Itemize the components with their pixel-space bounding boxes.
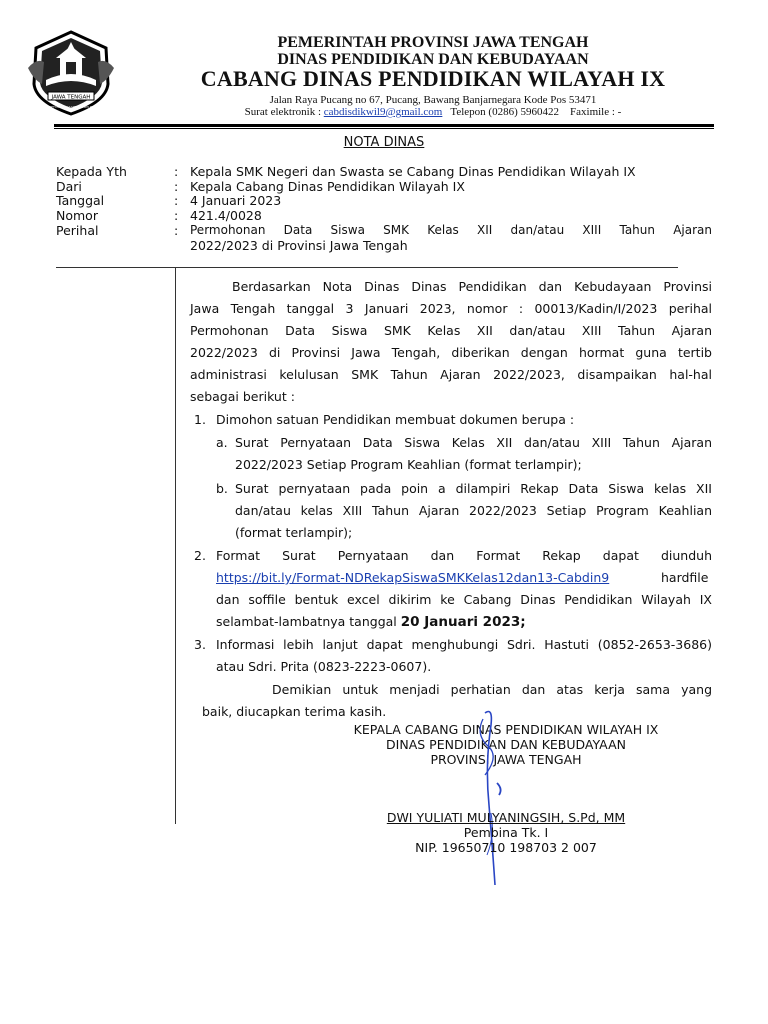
download-link[interactable]: https://bit.ly/Format-NDRekapSiswaSMKKelas12dan13-Cabdin9 <box>216 570 610 585</box>
intro-line: sebagai berikut : <box>190 389 295 404</box>
sublist-text: 2022/2023 Setiap Program Keahlian (format terlampir); <box>235 457 582 472</box>
intro-line: Permohonan Data Siswa SMK Kelas XII dan/atau XIII Tahun Ajaran <box>190 323 712 338</box>
phone-fax: Telepon (0286) 5960422 Faximile : - <box>442 106 622 118</box>
sublist-letter: b. <box>216 481 228 496</box>
list-item-text: Format Surat Pernyataan dan Format Rekap dapat diunduh <box>216 548 712 563</box>
list-item-text: hardfile <box>661 570 709 585</box>
field-value: 421.4/0028 <box>190 208 262 223</box>
field-value: Kepala SMK Negeri dan Swasta se Cabang Dinas Pendidikan Wilayah IX <box>190 164 636 179</box>
sublist-text: dan/atau kelas XIII Tahun Ajaran 2022/2023 Setiap Program Keahlian <box>235 503 712 518</box>
jawa-tengah-crest-icon <box>26 28 116 118</box>
sublist-text: (format terlampir); <box>235 525 353 540</box>
margin-line <box>175 267 176 824</box>
field-colon: : <box>174 193 179 208</box>
email-link[interactable]: cabdisdikwil9@gmail.com <box>323 106 443 118</box>
list-item-text: Informasi lebih lanjut dapat menghubungi Sdri. Hastuti (0852-2653-3686) <box>216 637 712 652</box>
email-label: Surat elektronik : <box>244 106 324 118</box>
letterhead-rule-thin <box>54 128 714 129</box>
field-colon: : <box>174 208 179 223</box>
field-value: Kepala Cabang Dinas Pendidikan Wilayah IX <box>190 179 465 194</box>
letterhead-line2: DINAS PENDIDIKAN DAN KEBUDAYAAN <box>277 51 589 68</box>
intro-line: 2022/2023 di Provinsi Jawa Tengah, diberikan dengan hormat guna tertib <box>190 345 712 360</box>
header-separator <box>56 267 678 268</box>
letterhead-line1: PEMERINTAH PROVINSI JAWA TENGAH <box>277 34 589 51</box>
sublist-text: Surat pernyataan pada poin a dilampiri Rekap Data Siswa kelas XII <box>235 481 712 496</box>
field-value: Permohonan Data Siswa SMK Kelas XII dan/atau XIII Tahun Ajaran <box>190 223 712 237</box>
field-label: Tanggal <box>56 193 105 208</box>
closing-line: baik, diucapkan terima kasih. <box>202 704 387 719</box>
deadline-prefix: selambat-lambatnya tanggal <box>216 614 401 629</box>
document-title: NOTA DINAS <box>343 135 425 150</box>
list-number: 3. <box>194 637 206 652</box>
deadline-line <box>216 611 712 633</box>
field-value-cont: 2022/2023 di Provinsi Jawa Tengah <box>190 238 408 253</box>
letterhead-title: CABANG DINAS PENDIDIKAN WILAYAH IX <box>200 66 666 91</box>
list-number: 1. <box>194 412 206 427</box>
field-colon: : <box>174 223 179 238</box>
list-item-text: atau Sdri. Prita (0823-2223-0607). <box>216 659 432 674</box>
logo-motto: PRASETYA ULAH SAKTI BHAKTI PRAJA <box>43 105 99 109</box>
field-label: Nomor <box>56 208 98 223</box>
closing-line: Demikian untuk menjadi perhatian dan atas kerja sama yang <box>272 682 712 697</box>
intro-line: administrasi kelulusan SMK Tahun Ajaran 2022/2023, disampaikan hal-hal <box>190 367 712 382</box>
intro-line: Jawa Tengah tanggal 3 Januari 2023, nomor : 00013/Kadin/I/2023 perihal <box>190 301 712 316</box>
sublist-letter: a. <box>216 435 228 450</box>
sublist-text: Surat Pernyataan Data Siswa Kelas XII dan/atau XIII Tahun Ajaran <box>235 435 712 450</box>
logo-banner: JAWA TENGAH <box>51 94 91 101</box>
field-label: Kepada Yth <box>56 164 127 179</box>
list-item-text: dan soffile bentuk excel dikirim ke Cabang Dinas Pendidikan Wilayah IX <box>216 592 712 607</box>
field-label: Dari <box>56 179 82 194</box>
signatory-name: DWI YULIATI MULYANINGSIH, S.Pd, MM <box>386 810 626 825</box>
intro-line: Berdasarkan Nota Dinas Dinas Pendidikan dan Kebudayaan Provinsi <box>232 279 712 294</box>
field-label: Perihal <box>56 223 99 238</box>
signatory-agency: DINAS PENDIDIKAN DAN KEBUDAYAAN <box>386 737 626 752</box>
list-number: 2. <box>194 548 206 563</box>
field-value: 4 Januari 2023 <box>190 193 282 208</box>
letterhead-contact <box>140 106 726 118</box>
list-item-text: Dimohon satuan Pendidikan membuat dokumen berupa : <box>216 412 575 427</box>
signatory-nip: NIP. 19650710 198703 2 007 <box>415 840 597 855</box>
field-colon: : <box>174 164 179 179</box>
letterhead-rule-thick <box>54 124 714 127</box>
field-colon: : <box>174 179 179 194</box>
signatory-province: PROVINSI JAWA TENGAH <box>430 752 582 767</box>
signatory-title: KEPALA CABANG DINAS PENDIDIKAN WILAYAH IX <box>353 722 659 737</box>
handwritten-signature-icon <box>455 705 535 895</box>
letterhead-address: Jalan Raya Pucang no 67, Pucang, Bawang Banjarnegara Kode Pos 53471 <box>269 94 597 106</box>
signatory-rank: Pembina Tk. I <box>463 825 549 840</box>
deadline-date: 20 Januari 2023; <box>400 614 526 630</box>
